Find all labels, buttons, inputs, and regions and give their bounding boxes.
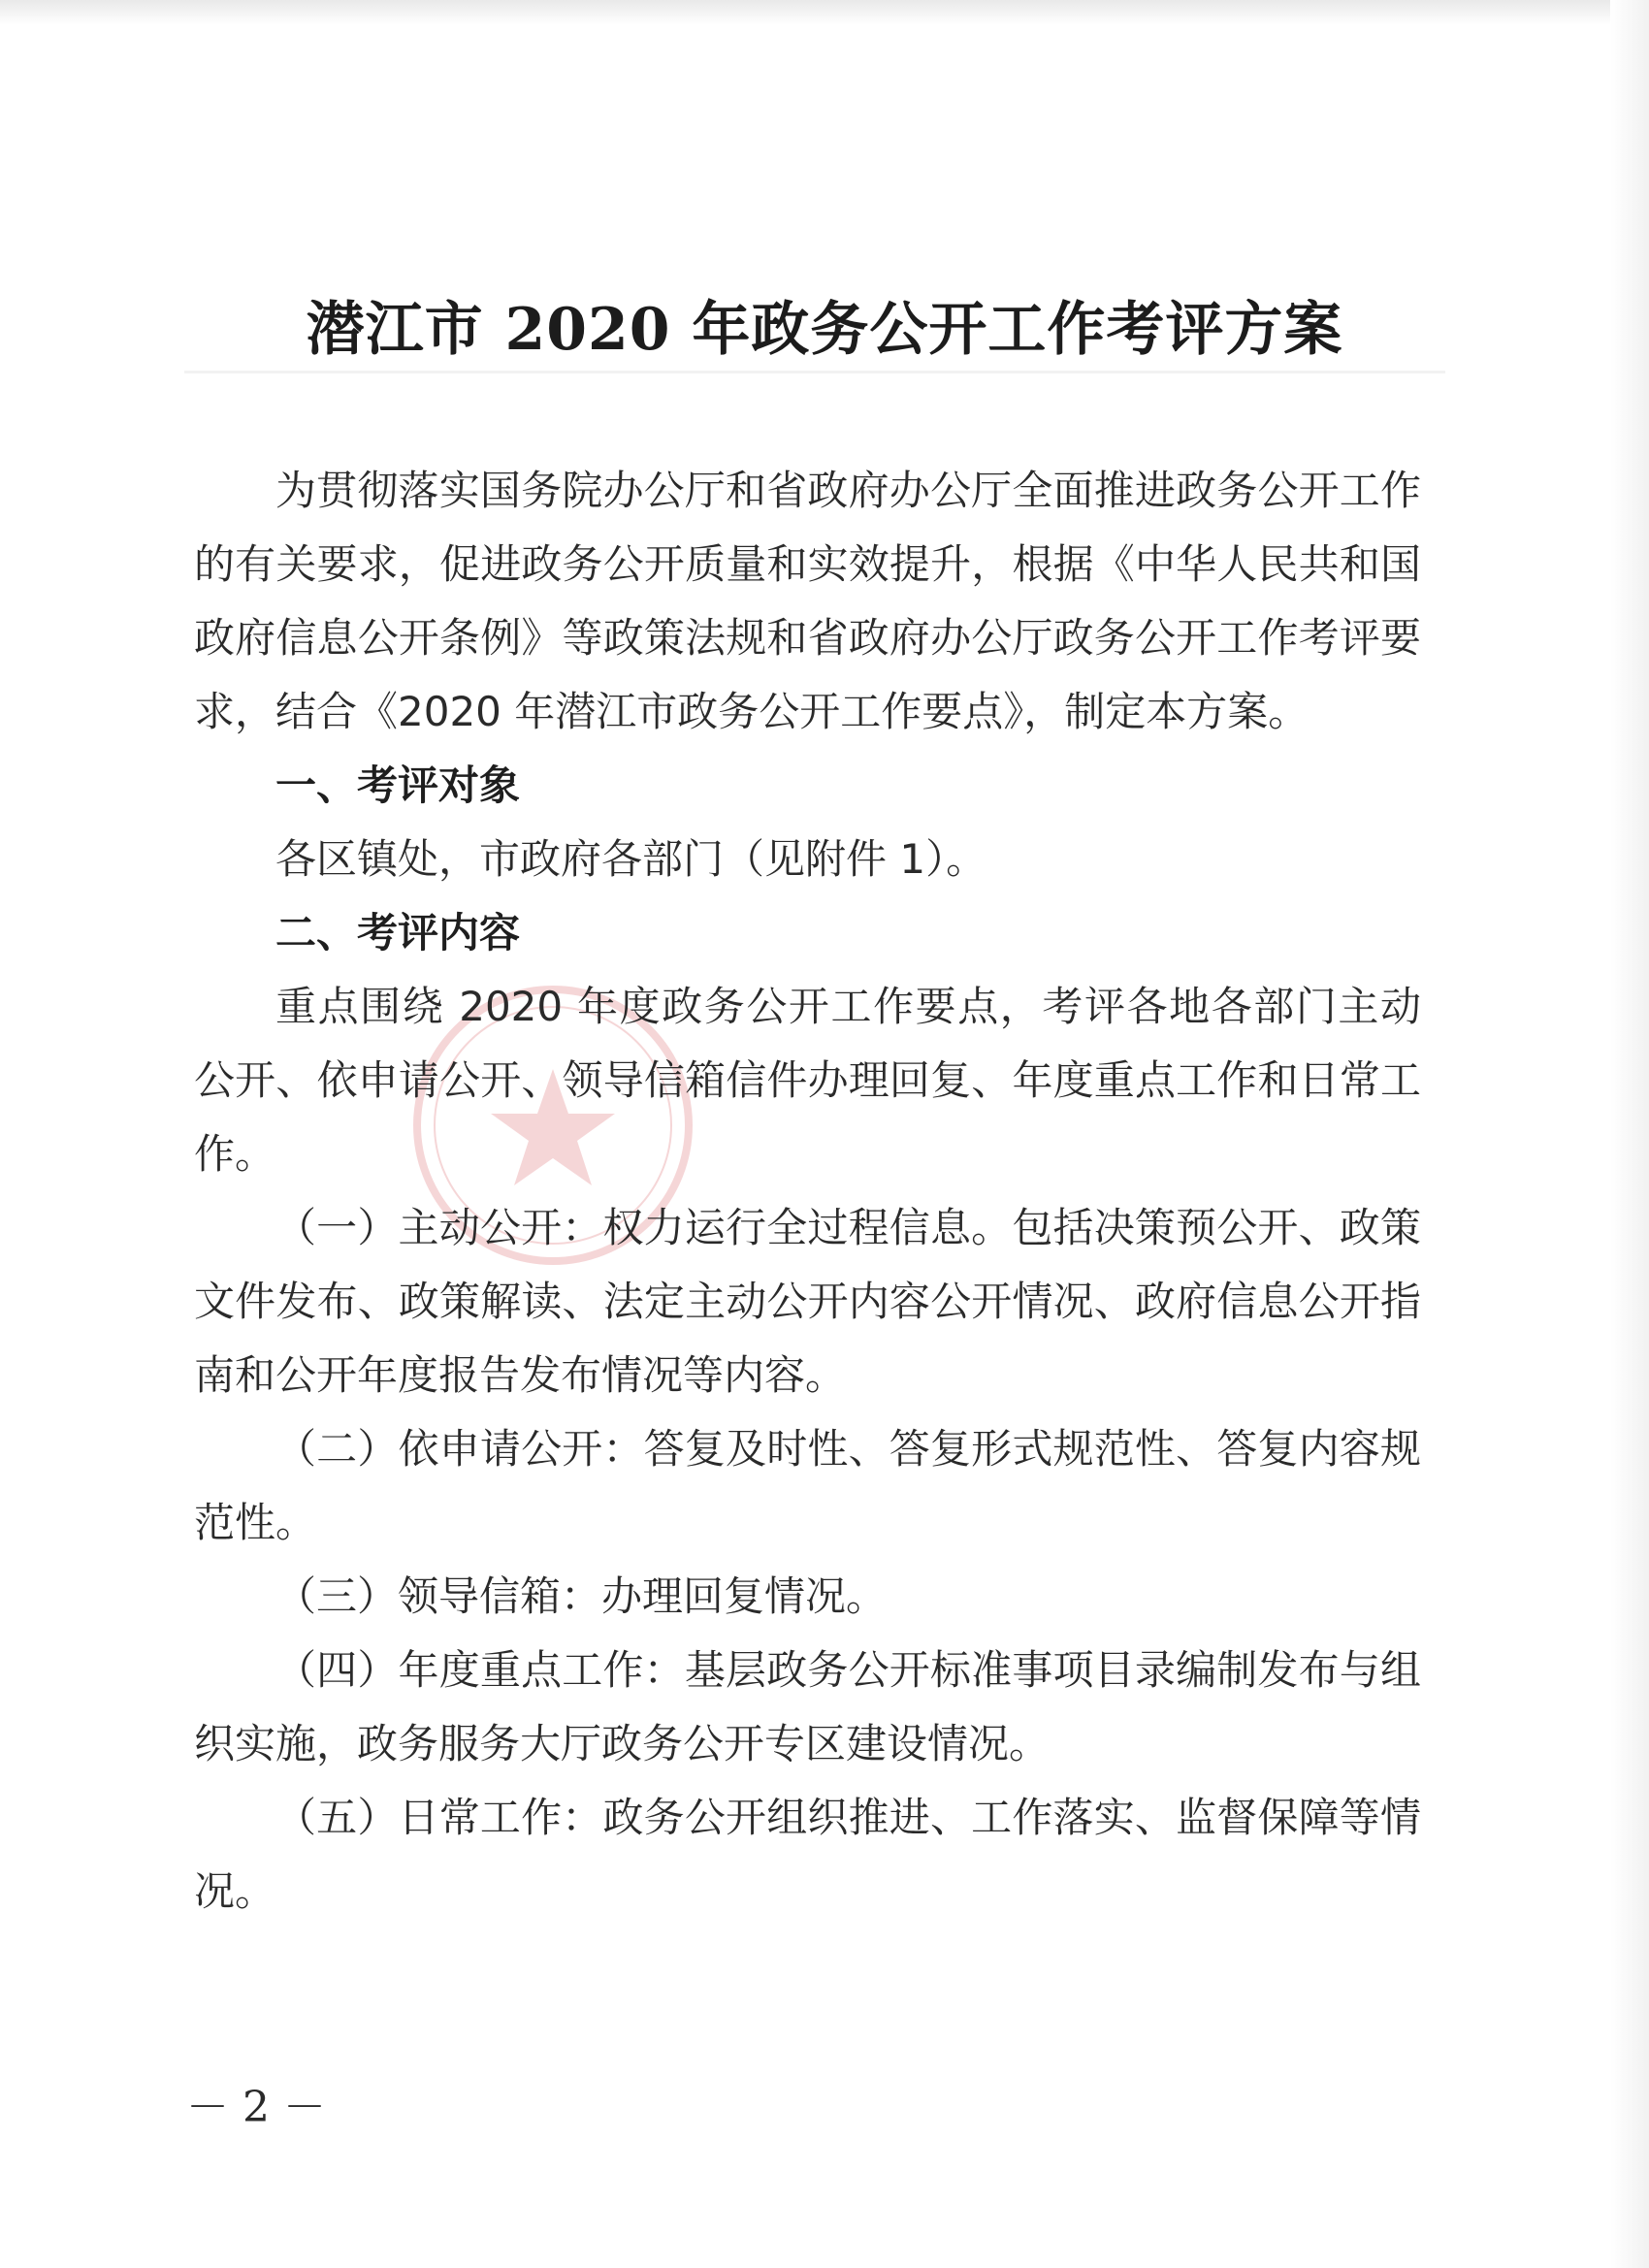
paragraph-item-1: （一）主动公开：权力运行全过程信息。包括决策预公开、政策文件发布、政策解读、法定主动公开内容公开情况、政府信息公开指南和公开年度报告发布情况等内容。 bbox=[194, 1204, 1421, 1399]
document-title: 潜江市 2020 年政务公开工作考评方案 bbox=[306, 296, 1343, 364]
paragraph-item-5: （五）日常工作：政务公开组织推进、工作落实、监督保障等情况。 bbox=[194, 1794, 1421, 1915]
paragraph-targets: 各区镇处，市政府各部门（见附件 1）。 bbox=[275, 835, 987, 883]
paragraph-item-3: （三）领导信箱：办理回复情况。 bbox=[275, 1572, 888, 1620]
section-heading-targets: 一、考评对象 bbox=[275, 761, 521, 809]
document-body bbox=[194, 454, 1421, 1928]
paragraph-content-overview: 重点围绕 2020 年度政务公开工作要点，考评各地各部门主动公开、依申请公开、领导信箱信件办理回复、年度重点工作和日常工作。 bbox=[194, 983, 1421, 1178]
paragraph-intro: 为贯彻落实国务院办公厅和省政府办公厅全面推进政务公开工作的有关要求，促进政务公开质量和实效提升，根据《中华人民共和国政府信息公开条例》等政策法规和省政府办公厅政务公开工作考评要求，结合《2020 年潜江市政务公开工作要点》，制定本方案。 bbox=[194, 467, 1421, 735]
paragraph-item-2: （二）依申请公开：答复及时性、答复形式规范性、答复内容规范性。 bbox=[194, 1425, 1421, 1546]
scan-edge-top bbox=[0, 0, 1649, 25]
page-number: － 2 － bbox=[186, 2083, 326, 2132]
bleed-through-rule bbox=[184, 371, 1445, 373]
section-heading-content: 二、考评内容 bbox=[275, 909, 521, 956]
paragraph-item-4: （四）年度重点工作：基层政务公开标准事项目录编制发布与组织实施，政务服务大厅政务公开专区建设情况。 bbox=[194, 1646, 1421, 1767]
